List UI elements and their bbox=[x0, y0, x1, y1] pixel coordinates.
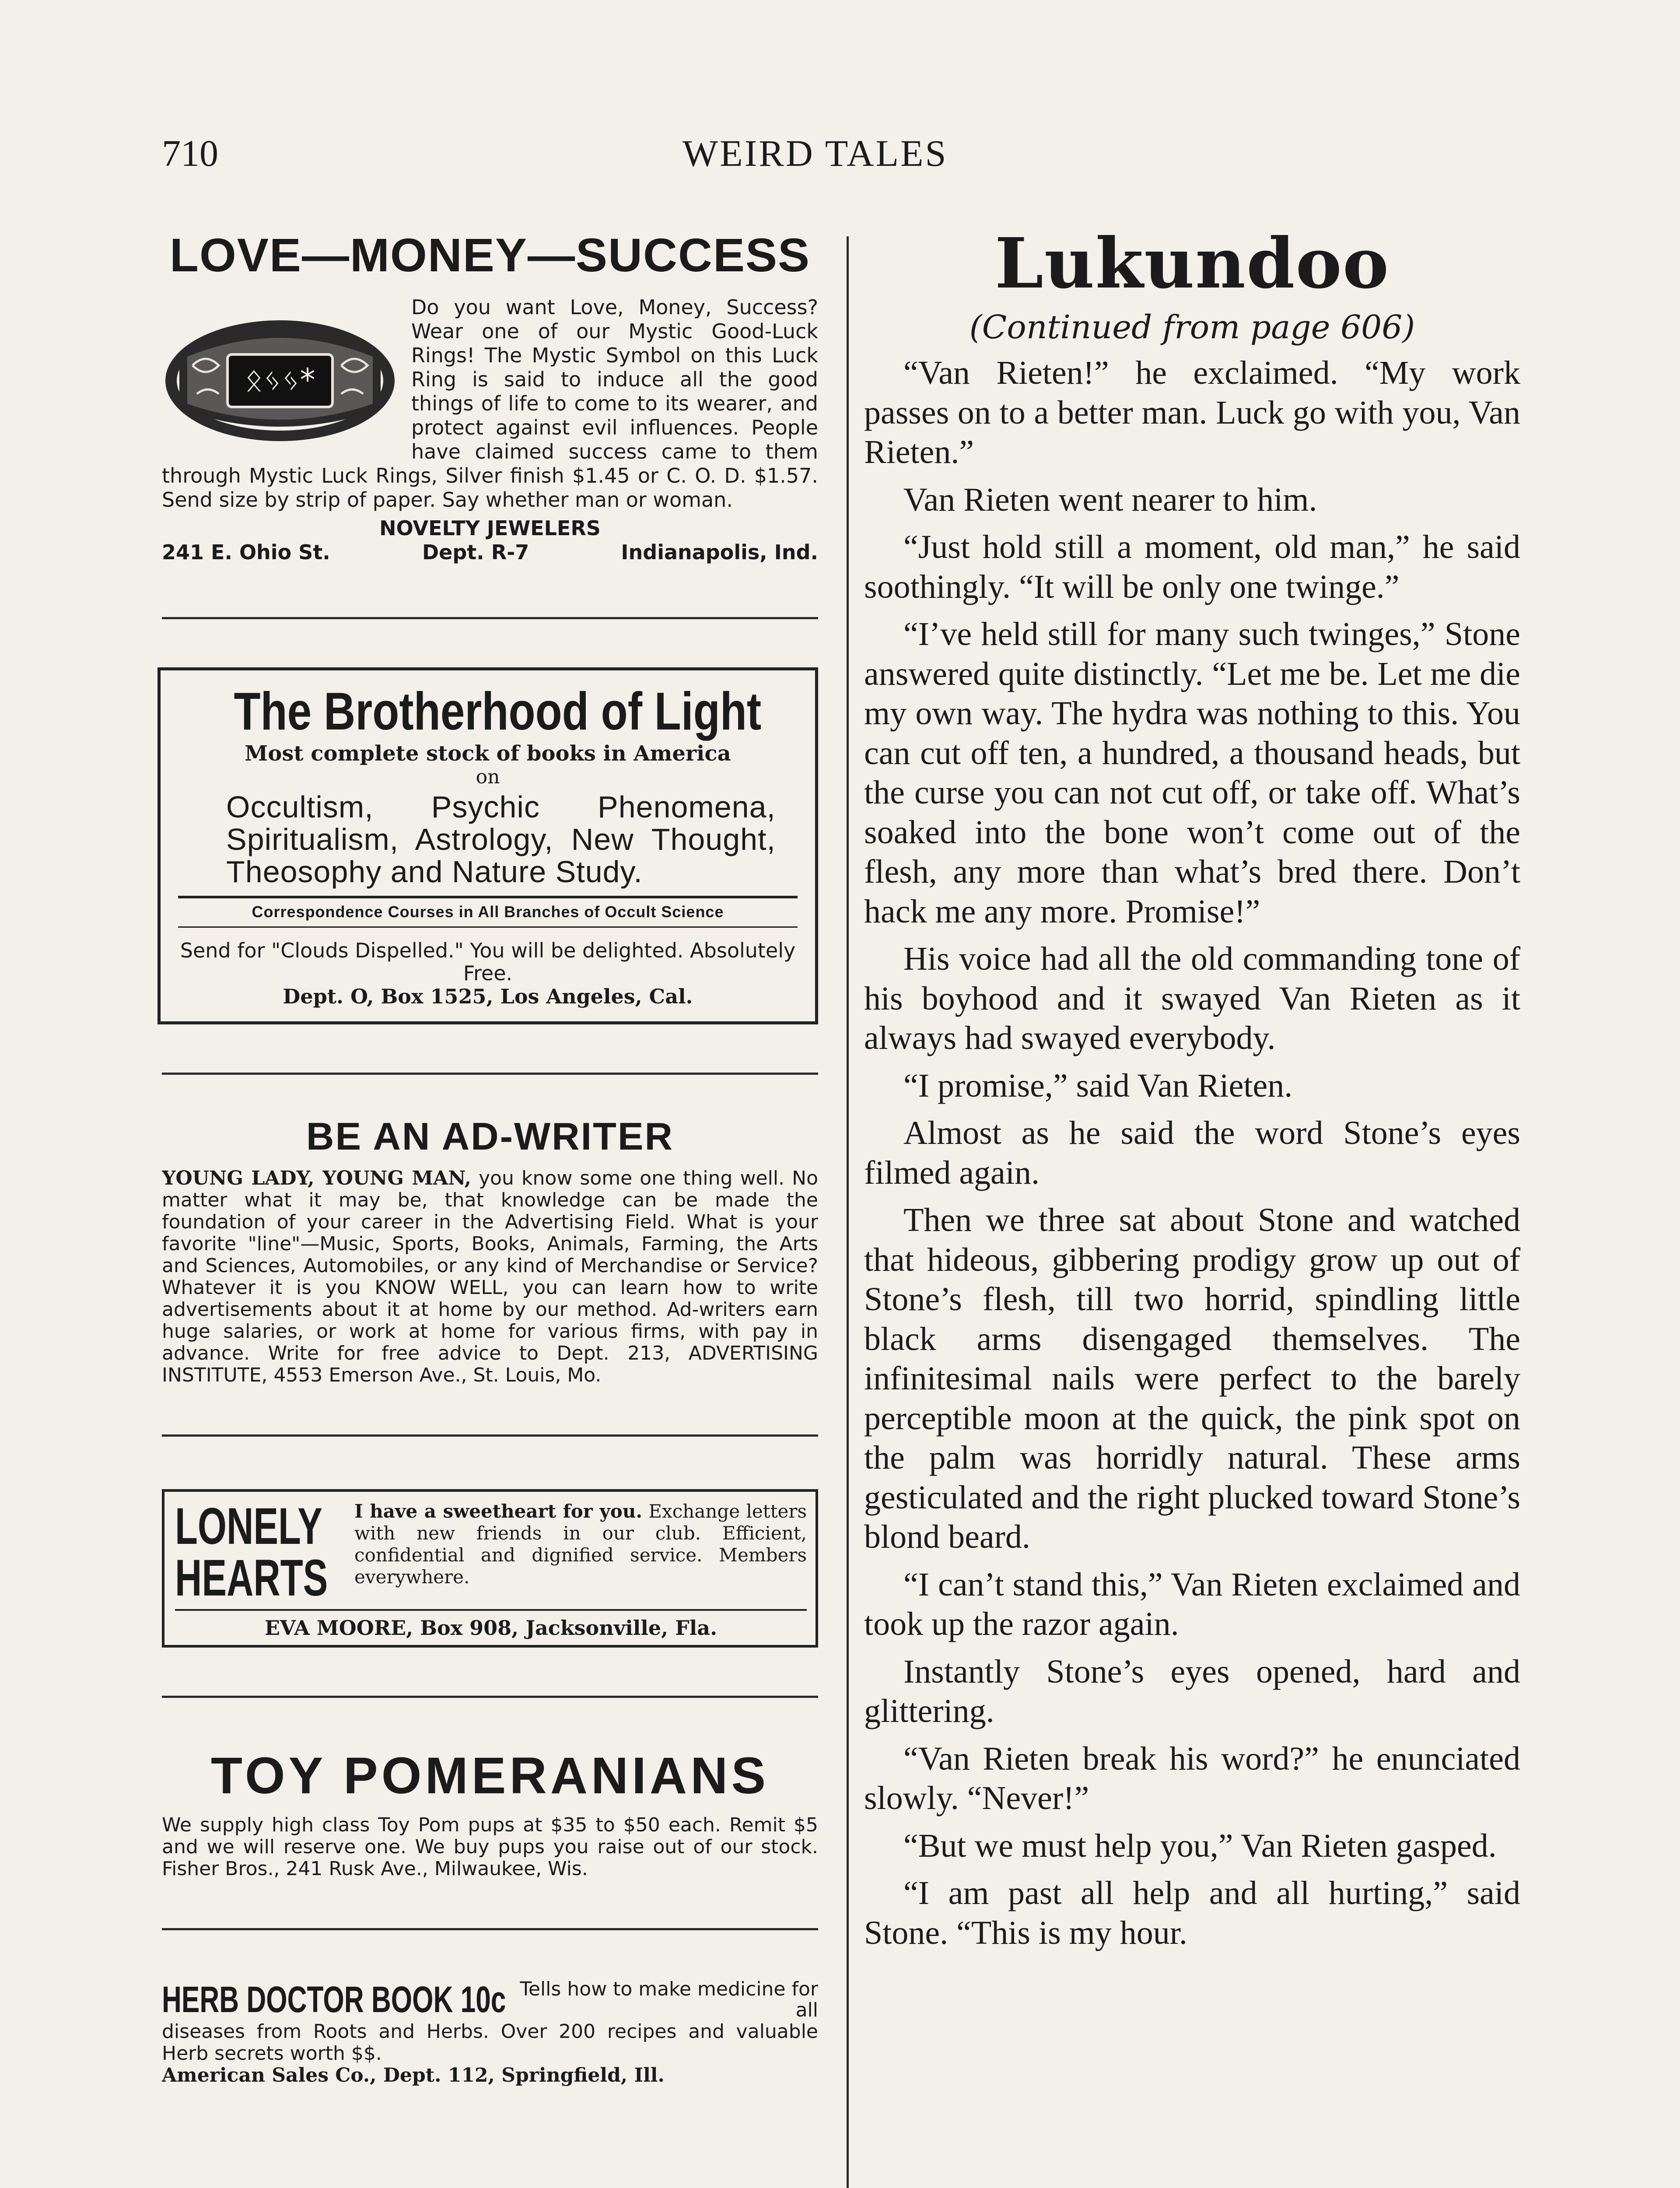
ad-headline: TOY POMERANIANS bbox=[210, 1747, 770, 1805]
column-divider bbox=[847, 236, 849, 2188]
ad-text: Exchange letters with new friends in our club. Efficient, confidential and dignified service. Members everywhere. bbox=[354, 1501, 807, 1588]
ad-toy-pomeranians bbox=[162, 1746, 818, 1880]
ad-text: diseases from Roots and Herbs. Over 200 recipes and valuable Herb secrets worth $$. bbox=[162, 2020, 818, 2065]
ad-aside: Tells how to make medicine for all bbox=[520, 1978, 818, 2021]
ad-box bbox=[162, 1492, 818, 1648]
story-paragraph: “Van Rieten!” he exclaimed. “My work passes on to a better man. Luck go with you, Van Rieten.” bbox=[864, 354, 1520, 470]
dept: Dept. R-7 bbox=[422, 540, 529, 564]
street: 241 E. Ohio St. bbox=[162, 540, 330, 564]
story-paragraph: His voice had all the old commanding tone of his boyhood and it swayed Van Rieten as it always had swayed everybody. bbox=[864, 940, 1520, 1056]
ad-lead: I have a sweetheart for you. bbox=[354, 1501, 643, 1522]
ad-body: Do you want Love, Money, Success? Wear one of our Mystic Good-Luck Rings! The Mystic Symbol on this Luck Ring is said to induce all the good things of life to come to its wearer, and protect against evil influences. People have claimed success came to them through Mystic Luck Rings, Silver finish $1.45 or C. O. D. $1.57. Send size by strip of paper. Say whether man or woman. bbox=[162, 295, 818, 512]
ad-offer: Send for "Clouds Dispelled." You will be delighted. Absolutely Free. bbox=[180, 939, 796, 985]
ad-text: you know some one thing well. No matter what it may be, that knowledge can be made the foundation of your career in the Advertising Field. What is your favorite "line"—Music, Sports, Books, Animals, Farming, the Arts and Sciences, Automobiles, or any kind of Merchandise or Service? Whatever it is you KNOW WELL, you can learn how to write advertisements about it at home by our method. Ad-writers earn huge salaries, or work at home for various firms, with pay in advance. Write for free advice to Dept. 213, ADVERTISING INSTITUTE, 4553 Emerson Ave., St. Louis, Mo. bbox=[162, 1167, 818, 1386]
story-paragraph: Almost as he said the word Stone’s eyes filmed again. bbox=[864, 1115, 1520, 1191]
ad-address: American Sales Co., Dept. 112, Springfield, Ill. bbox=[162, 2064, 665, 2086]
ad-box bbox=[158, 667, 818, 1024]
story-paragraph: “Just hold still a moment, old man,” he said soothingly. “It will be only one twinge.” bbox=[864, 529, 1520, 605]
ad-herb-doctor bbox=[162, 1978, 818, 2086]
story-paragraph: “I can’t stand this,” Van Rieten exclaimed and took up the razor again. bbox=[864, 1566, 1520, 1642]
ad-on: on bbox=[476, 766, 500, 788]
ad-headline: BE AN AD-WRITER bbox=[306, 1115, 674, 1158]
ad-headline bbox=[175, 1497, 328, 1607]
city: Indianapolis, Ind. bbox=[621, 540, 818, 564]
ad-subhead: Most complete stock of books in America bbox=[245, 741, 731, 766]
divider bbox=[162, 617, 818, 619]
story-paragraph: Instantly Stone’s eyes opened, hard and glittering. bbox=[864, 1653, 1520, 1729]
story-column bbox=[864, 219, 1520, 1960]
divider bbox=[162, 1434, 818, 1437]
running-title: WEIRD TALES bbox=[682, 132, 948, 174]
headline-line-2: HEARTS bbox=[175, 1549, 328, 1607]
story-paragraph: Van Rieten went nearer to him. bbox=[903, 481, 1317, 518]
ads-column bbox=[162, 228, 818, 2086]
ad-be-an-ad-writer bbox=[162, 1114, 818, 1386]
company-name: NOVELTY JEWELERS bbox=[379, 516, 601, 540]
ad-love-money-success bbox=[162, 228, 818, 565]
ad-address: EVA MOORE, Box 908, Jacksonville, Fla. bbox=[175, 1609, 807, 1640]
ad-headline: The Brotherhood of Light bbox=[234, 681, 762, 741]
ring-illustration bbox=[162, 300, 398, 444]
ad-address bbox=[162, 516, 818, 565]
story-paragraph: “Van Rieten break his word?” he enunciated slowly. “Never!” bbox=[864, 1740, 1520, 1816]
story-paragraph: “But we must help you,” Van Rieten gasped. bbox=[903, 1827, 1497, 1864]
headline-line-1: LONELY bbox=[175, 1497, 322, 1555]
ad-subjects: Occultism, Psychic Phenomena, Spiritualism, Astrology, New Thought, Theosophy and Nature Study. bbox=[226, 790, 776, 889]
divider bbox=[162, 1928, 818, 1930]
page-number: 710 bbox=[162, 132, 218, 174]
ad-headline: HERB DOCTOR BOOK 10c bbox=[162, 1979, 506, 2020]
ad-body bbox=[354, 1501, 807, 1604]
ad-lead: YOUNG LADY, YOUNG MAN, bbox=[162, 1167, 471, 1189]
story-paragraph: “I’ve held still for many such twinges,” Stone answered quite distinctly. “Let me be. Let me die my own way. The hydra was nothing to this. You can cut off ten, a hundred, a thousand heads, but the curse you can not cut off, or take off. What’s soaked into the bone won’t come out of the flesh, any more than what’s bred there. Don’t hack me any more. Promise!” bbox=[864, 616, 1520, 930]
ad-address: Dept. O, Box 1525, Los Angeles, Cal. bbox=[283, 985, 693, 1008]
ad-body: We supply high class Toy Pom pups at $35 to $50 each. Remit $5 and we will reserve one. We buy pups you raise out of our stock. Fisher Bros., 241 Rusk Ave., Milwaukee, Wis. bbox=[162, 1814, 818, 1880]
story-paragraph: “I am past all help and all hurting,” said Stone. “This is my hour. bbox=[864, 1875, 1520, 1951]
ad-body bbox=[162, 1168, 818, 1386]
ad-lonely-hearts bbox=[162, 1489, 818, 1648]
ring-symbol: ᛟᛃᛃ* bbox=[245, 362, 315, 398]
story-paragraph: Then we three sat about Stone and watched that hideous, gibbering prodigy grow up out of Stone’s flesh, till two horrid, spindling little black arms disengaged themselves. The infinitesimal nails were perfect to the barely perceptible moon at the quick, the pink spot on the palm was horridly natural. These arms gesticulated and the right plucked toward Stone’s blond beard. bbox=[864, 1202, 1520, 1555]
ad-courses-bar: Correspondence Courses in All Branches of Occult Science bbox=[178, 896, 798, 928]
story-paragraph: “I promise,” said Van Rieten. bbox=[903, 1067, 1293, 1104]
ad-brotherhood-of-light bbox=[162, 667, 818, 1024]
story-title: Lukundoo bbox=[994, 223, 1390, 304]
divider bbox=[162, 1073, 818, 1075]
divider bbox=[162, 1696, 818, 1698]
ad-body bbox=[162, 2021, 818, 2086]
ad-headline: LOVE—MONEY—SUCCESS bbox=[169, 228, 811, 281]
continued-note: (Continued from page 606) bbox=[969, 309, 1415, 346]
